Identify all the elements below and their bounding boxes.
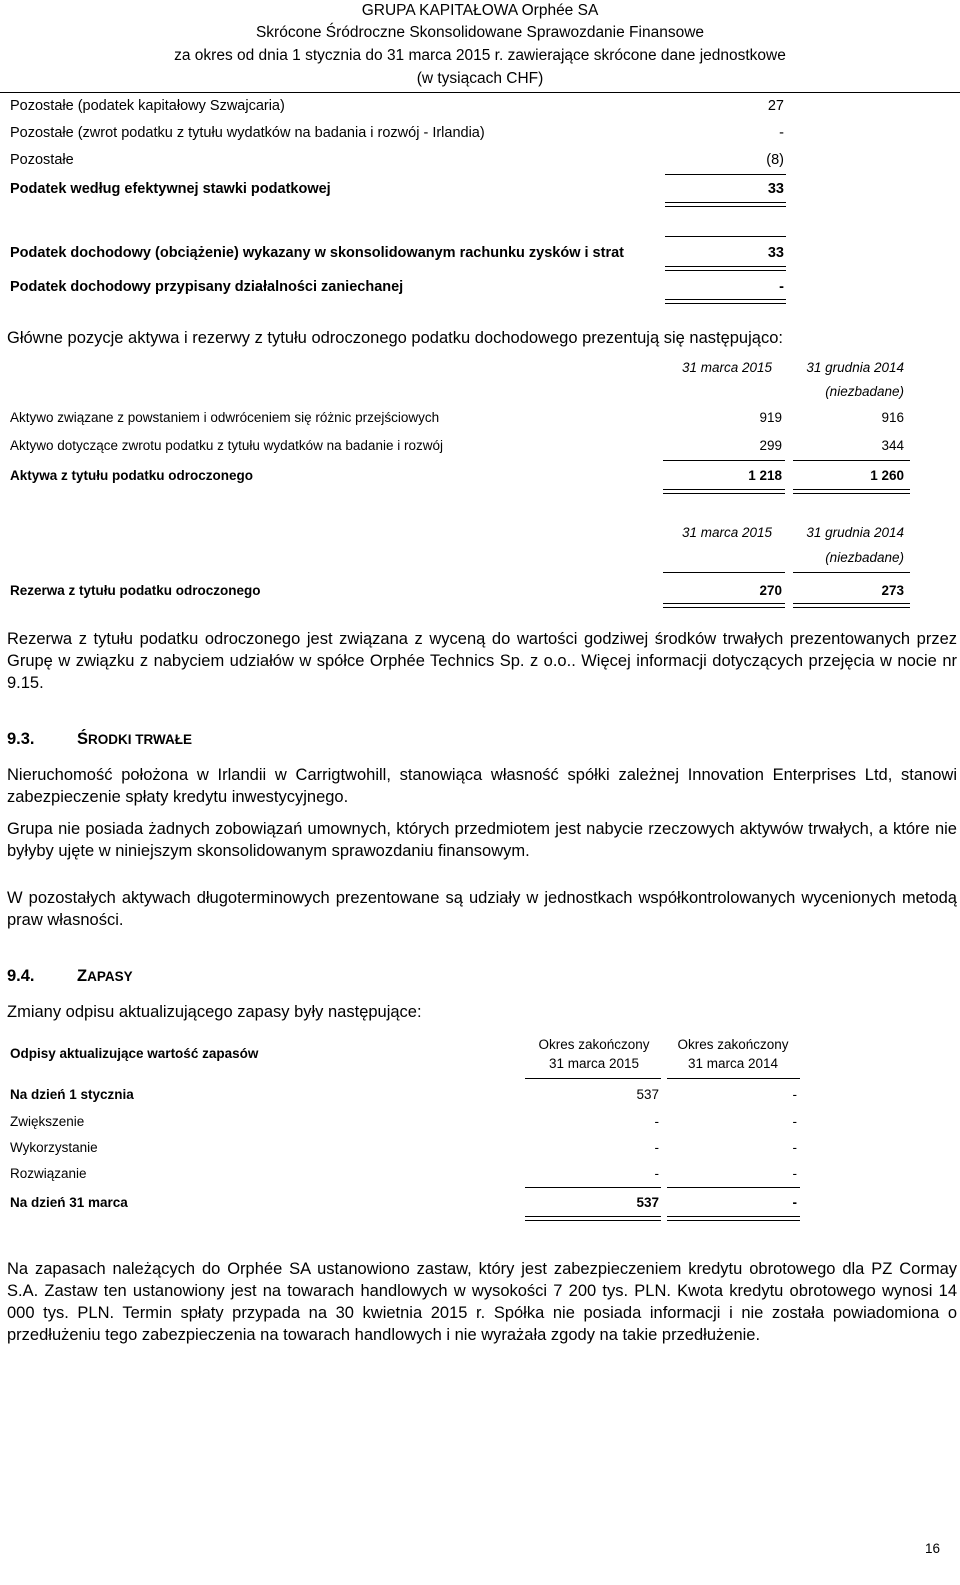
inventory-row-v1: 537	[636, 1087, 659, 1102]
subtotal-rule	[665, 174, 786, 175]
inventory-row-v2: -	[792, 1114, 797, 1129]
deferred-asset-v2: 916	[881, 410, 904, 425]
section-9-4-title	[77, 967, 133, 986]
inventory-header-rule	[525, 1078, 661, 1079]
total-double-rule	[525, 1216, 661, 1221]
col-header-2014: 31 grudnia 2014	[806, 525, 904, 540]
inventory-row-v2: -	[792, 1140, 797, 1155]
section-title-rest: APASY	[87, 969, 133, 984]
inventory-row-v1: 537	[636, 1195, 659, 1210]
total-double-rule	[663, 603, 785, 608]
page-number: 16	[924, 1541, 940, 1556]
total-double-rule	[665, 299, 786, 304]
inventory-header-rule	[667, 1078, 800, 1079]
section-title-initial: Ś	[77, 730, 89, 748]
col-header-2015: 31 marca 2015	[681, 360, 772, 375]
section-9-3-title	[77, 730, 192, 749]
col-header-2014: 31 grudnia 2014	[806, 360, 904, 375]
col-header-unaudited: (niezbadane)	[825, 384, 904, 399]
deferred-intro: Główne pozycje aktywa i rezerwy z tytułu odroczonego podatku dochodowego prezentują się następująco:	[7, 329, 783, 347]
income-tax-value: -	[779, 279, 784, 295]
deferred-liab-paragraph: Rezerwa z tytułu podatku odroczonego jest związana z wyceną do wartości godziwej środków trwałych prezentowanych przez Grupę w związku z nabyciem udziałów w spółce Orphée Technics Sp. z o.o.. Więcej informacji dotyczących przejęcia w nocie nr 9.15.	[7, 630, 957, 692]
section-9-3-paragraph: Nieruchomość położona w Irlandii w Carrigtwohill, stanowiąca własność spółki zależnej Innovation Enterprises Ltd, stanowi zabezpieczenie spłaty kredytu inwestycyjnego.	[7, 766, 957, 806]
section-9-3-number: 9.3.	[7, 730, 35, 748]
deferred-asset-v1: 299	[759, 438, 782, 453]
header-divider	[0, 92, 960, 93]
header-report: Skrócone Śródroczne Skonsolidowane Sprawozdanie Finansowe	[255, 24, 705, 41]
deferred-asset-v2: 344	[881, 438, 904, 453]
section-9-4-number: 9.4.	[7, 967, 35, 985]
total-double-rule	[665, 266, 786, 271]
inventory-row-v1: -	[654, 1140, 659, 1155]
inventory-table-title: Odpisy aktualizujące wartość zapasów	[10, 1046, 259, 1061]
inventory-col1-date: 31 marca 2015	[548, 1056, 640, 1071]
tax-total-value: 33	[767, 181, 784, 197]
section-9-3-paragraph: W pozostałych aktywach długoterminowych prezentowane są udziały w jednostkach współkontrolowanych wycenionych metodą praw własności.	[7, 889, 957, 929]
tax-row-value: (8)	[766, 152, 784, 168]
subtotal-rule	[663, 572, 785, 573]
col-header-2015: 31 marca 2015	[681, 525, 772, 540]
total-double-rule	[793, 489, 910, 494]
inventory-row-v2: -	[792, 1087, 797, 1102]
inventory-col2-date: 31 marca 2014	[687, 1056, 779, 1071]
inventory-row-v1: -	[654, 1114, 659, 1129]
subtotal-rule	[793, 460, 910, 461]
inventory-pledge-paragraph: Na zapasach należących do Orphée SA ustanowiono zastaw, który jest zabezpieczeniem kredytu obrotowego dla PZ Cormay S.A. Zastaw ten ustanowiony jest na towarach handlowych w wysokości 7 200 tys. PLN. Kwota kredytu obrotowego wynosi 14 000 tys. PLN. Termin spłaty przypada na 30 kwietnia 2015 r. Spółka nie posiada informacji i nie została powiadomiona o przedłużeniu tego zabezpieczenia na towarach handlowych i nie wyrażała zgody na takie przedłużenie.	[7, 1260, 957, 1344]
income-tax-label: Podatek dochodowy (obciążenie) wykazany w skonsolidowanym rachunku zysków i strat	[10, 245, 624, 261]
total-double-rule	[663, 489, 785, 494]
tax-row-label: Pozostałe (zwrot podatku z tytułu wydatków na badania i rozwój - Irlandia)	[10, 125, 485, 141]
inventory-row-label: Na dzień 1 stycznia	[10, 1087, 134, 1102]
tax-row-value: 27	[767, 98, 784, 114]
deferred-assets-total-v1: 1 218	[748, 468, 782, 483]
income-tax-value: 33	[767, 245, 784, 261]
subtotal-rule	[525, 1187, 661, 1188]
inventory-col1-header: Okres zakończony	[538, 1037, 650, 1052]
subtotal-rule	[793, 572, 910, 573]
total-double-rule	[665, 202, 786, 207]
col-header-unaudited: (niezbadane)	[825, 550, 904, 565]
deferred-asset-label: Aktywo dotyczące zwrotu podatku z tytułu wydatków na badanie i rozwój	[10, 438, 443, 453]
inventory-row-label: Na dzień 31 marca	[10, 1195, 128, 1210]
tax-row-label: Pozostałe	[10, 152, 74, 168]
inventory-col2-header: Okres zakończony	[677, 1037, 789, 1052]
section-title-rest: RODKI TRWAŁE	[88, 732, 193, 747]
deferred-assets-total-label: Aktywa z tytułu podatku odroczonego	[10, 468, 254, 483]
tax-row-label: Pozostałe (podatek kapitałowy Szwajcaria)	[10, 98, 285, 114]
section-9-3-paragraph: Grupa nie posiada żadnych zobowiązań umownych, których przedmiotem jest nabycie rzeczowych aktywów trwałych, a które nie byłyby ujęte w niniejszym skonsolidowanym sprawozdaniu finansowym.	[7, 820, 957, 860]
income-tax-label: Podatek dochodowy przypisany działalności zaniechanej	[10, 279, 404, 295]
subtotal-rule	[667, 1187, 800, 1188]
inventory-row-label: Zwiększenie	[10, 1114, 85, 1129]
tax-total-label: Podatek według efektywnej stawki podatkowej	[10, 181, 331, 197]
section-title-initial: Z	[77, 967, 88, 985]
total-double-rule	[793, 603, 910, 608]
inventory-row-label: Wykorzystanie	[10, 1140, 98, 1155]
inventory-row-label: Rozwiązanie	[10, 1166, 87, 1181]
inventory-row-v2: -	[792, 1166, 797, 1181]
header-company: GRUPA KAPITAŁOWA Orphée SA	[361, 2, 599, 19]
inventory-row-v1: -	[654, 1166, 659, 1181]
tax-row-value: -	[779, 125, 784, 141]
inventory-row-v2: -	[792, 1195, 797, 1210]
section-9-4-intro: Zmiany odpisu aktualizującego zapasy były następujące:	[7, 1003, 422, 1021]
deferred-liab-total-label: Rezerwa z tytułu podatku odroczonego	[10, 583, 261, 598]
deferred-asset-label: Aktywo związane z powstaniem i odwróceniem się różnic przejściowych	[10, 410, 440, 425]
deferred-asset-v1: 919	[759, 410, 782, 425]
deferred-assets-total-v2: 1 260	[870, 468, 904, 483]
deferred-liab-total-v2: 273	[881, 583, 904, 598]
header-period: za okres od dnia 1 stycznia do 31 marca 2015 r. zawierające skrócone dane jednostkowe	[174, 47, 786, 64]
total-double-rule	[667, 1216, 800, 1221]
subtotal-rule	[665, 236, 786, 237]
header-units: (w tysiącach CHF)	[416, 70, 544, 87]
deferred-liab-total-v1: 270	[759, 583, 782, 598]
subtotal-rule	[663, 460, 785, 461]
